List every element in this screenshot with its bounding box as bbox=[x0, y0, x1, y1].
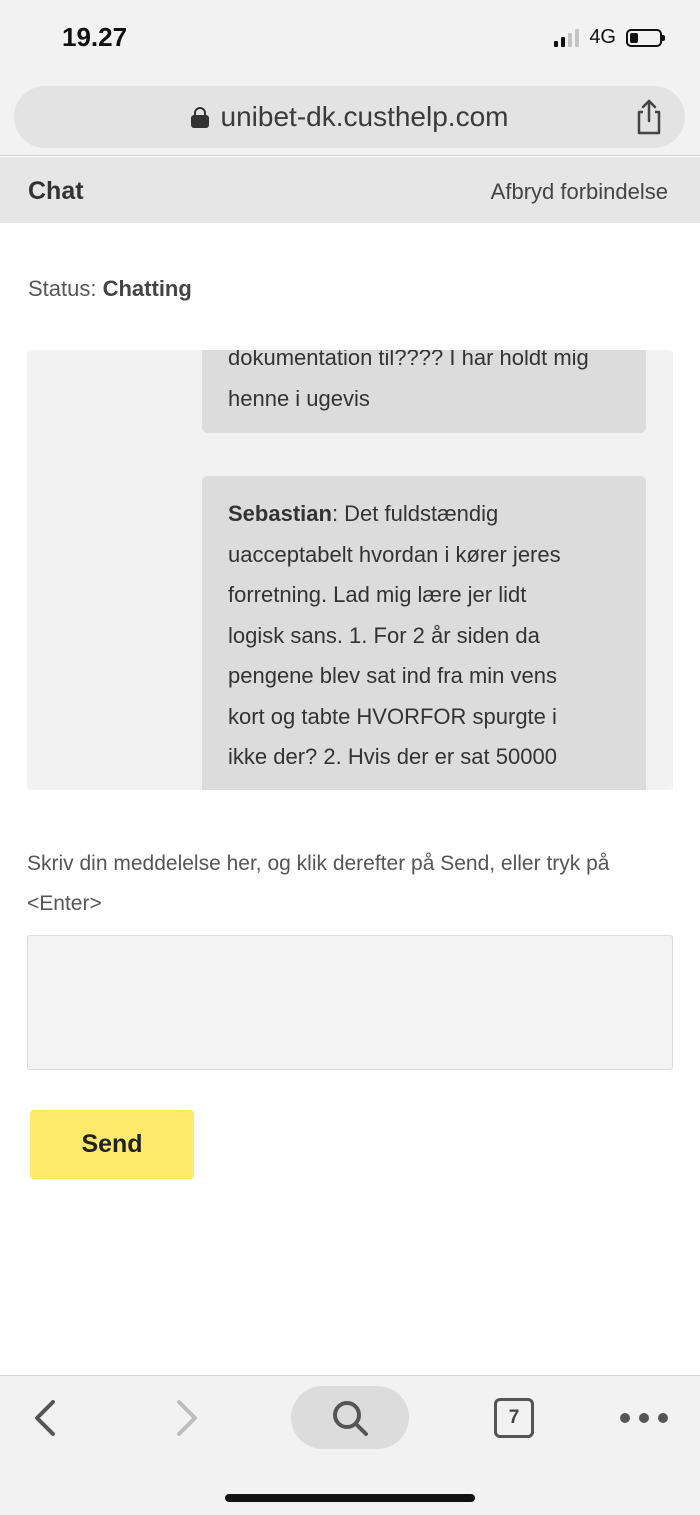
search-button[interactable] bbox=[291, 1386, 409, 1449]
chat-message bbox=[202, 350, 646, 433]
chat-header bbox=[0, 157, 700, 223]
url-text: unibet-dk.custhelp.com bbox=[220, 101, 509, 132]
message-line: pengene blev sat ind fra min vens bbox=[228, 663, 557, 688]
network-type: 4G bbox=[589, 26, 616, 48]
share-icon[interactable] bbox=[633, 98, 665, 136]
battery-icon bbox=[626, 29, 662, 47]
message-line: uacceptabelt hvordan i kører jeres bbox=[228, 541, 561, 567]
message-input[interactable] bbox=[27, 935, 673, 1070]
status-time: 19.27 bbox=[62, 22, 128, 52]
home-indicator[interactable] bbox=[225, 1494, 475, 1502]
compose-instruction: Skriv din meddelelse her, og klik derefter på Send, eller tryk på <Enter> bbox=[27, 852, 610, 915]
message-sender: Sebastian bbox=[228, 501, 332, 526]
message-line: forretning. Lad mig lære jer lidt bbox=[228, 582, 527, 607]
status-indicators bbox=[554, 26, 662, 49]
status-label: Status: bbox=[28, 276, 97, 301]
message-line: henne i ugevis bbox=[228, 385, 370, 411]
chat-title: Chat bbox=[28, 177, 84, 205]
chat-status bbox=[28, 276, 192, 302]
lock-icon bbox=[191, 107, 209, 127]
more-icon[interactable] bbox=[620, 1406, 668, 1430]
chat-message bbox=[202, 476, 646, 790]
signal-icon bbox=[554, 29, 579, 47]
status-value: Chatting bbox=[102, 276, 192, 301]
address-bar[interactable] bbox=[14, 86, 685, 148]
browser-address-area bbox=[0, 78, 700, 156]
back-icon[interactable] bbox=[28, 1398, 68, 1438]
tabs-icon[interactable]: 7 bbox=[494, 1398, 534, 1438]
message-line: logisk sans. 1. For 2 år siden da bbox=[228, 622, 540, 648]
message-line: Sebastian: Det fuldstændig bbox=[228, 501, 499, 526]
disconnect-link[interactable]: Afbryd forbindelse bbox=[490, 179, 668, 204]
forward-icon[interactable] bbox=[166, 1398, 206, 1438]
chat-transcript[interactable] bbox=[27, 350, 673, 790]
search-icon bbox=[330, 1398, 370, 1438]
status-bar bbox=[0, 0, 700, 78]
message-line: dokumentation til???? I har holdt mig bbox=[228, 350, 589, 370]
send-button[interactable]: Send bbox=[30, 1110, 194, 1179]
message-line: ikke der? 2. Hvis der er sat 50000 bbox=[228, 744, 557, 769]
message-line: kort og tabte HVORFOR spurgte i bbox=[228, 703, 557, 729]
